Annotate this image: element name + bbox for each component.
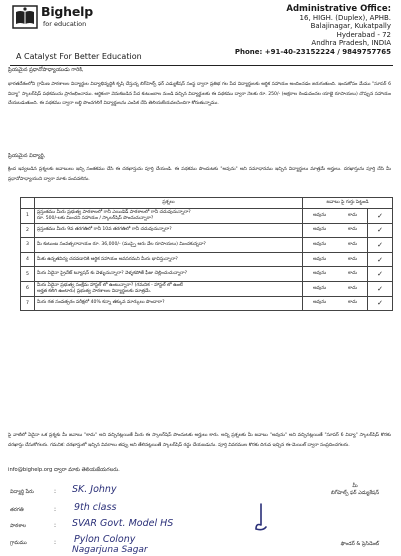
no-option[interactable]: కాదు xyxy=(348,271,357,277)
school-value[interactable]: SVAR Govt. Model HS xyxy=(72,518,174,529)
check-mark-icon: ✓ xyxy=(368,238,393,253)
question-cell xyxy=(35,267,303,282)
yes-option[interactable]: అవును xyxy=(313,285,327,291)
answer-options[interactable] xyxy=(303,267,368,282)
answer-options[interactable] xyxy=(303,223,368,238)
class-label: తరగతి xyxy=(10,507,24,513)
table-row xyxy=(21,281,393,296)
office-title: Administrative Office: xyxy=(286,4,391,14)
answer-options[interactable] xyxy=(303,252,368,267)
student-name-value[interactable]: SK. Johny xyxy=(72,484,117,495)
question-cell xyxy=(35,223,303,238)
student-salutation: ప్రియమైన విద్యార్థి, xyxy=(8,153,46,159)
question-number: 1 xyxy=(21,209,35,224)
question-number: 6 xyxy=(21,281,35,296)
question-text-cont: రూ. 500/-లకు మించని సహాయం / స్కాలర్‌షిప్ పొందుచున్నారా? xyxy=(37,215,154,221)
phone-numbers: Phone: +91-40-23152224 / 9849757765 xyxy=(234,47,391,56)
no-option[interactable]: కాదు xyxy=(348,241,357,247)
founder-title: ఫౌండర్ & ప్రెసిడెంట్ xyxy=(340,541,379,547)
no-option[interactable]: కాదు xyxy=(348,227,357,233)
tagline: A Catalyst For Better Education xyxy=(16,52,142,61)
check-mark-icon: ✓ xyxy=(368,267,393,282)
application-form-page: Bighelp for education A Catalyst For Better Education Administrative Office: 16, HIGH. (Duplex), APHB. Balajinagar, Kukatpally Hyderabad - 72 Andhra Pradesh, INDIA Phone: +91-40-23152224 / 9849757765 ప్రియమైన ప్రధానోపాధ్యాయుడు గారికి, భారతదేశంలోని గ్రామీణ పాఠశాలల విద్యార్థుల విద్యాభివృద్ధికి కృషి చేస్తున్న బిగ్‌హెల్ప్ ఫర్ ఎడ్యుకేషన్ సంస్థ ద్వారా ప్రతిభ గల పేద విద్యార్థులకు ఆర్థిక సహాయం అందించడం జరుగుతుంది. ఇందుకోసం మేము "సూపర్ 6 విద్యా" స్కాలర్‌షిప్ పథకమును ప్రారంభించాము. ఆర్థికంగా వెనుకబడిన పేద కుటుంబాల నుండి వచ్చిన విద్యార్థులకు ఈ పథకము ద్వారా నెలకు రూ. 250/- (అక్షరాల రెండువందల యాభై రూపాయలు) చొప్పున సహాయం చేయబడుతుంది. ఈ పథకము ద్వారా లబ్ధి పొందగలిగే విద్యార్థులను ఎంపిక చేసి తెలియజేయవలసిందిగా కోరుతున్నాము. ప్రియమైన విద్యార్థి, క్రింద ఇవ్వబడిన ప్రశ్నలకు జవాబులు ఇచ్చి సంతకము చేసి ఈ దరఖాస్తును పూర్తి చేయండి. ఈ పథకము పొందుటకు "అవును" అని సమాధానము ఇచ్చిన విద్యార్థులు మాత్రమే అర్హులు. దరఖాస్తును పూర్తి చేసి మీ ప్రధానోపాధ్యాయుని ద్వారా మాకు పంపవలెను. ప్రశ్నలు జవాబు పై గుర్తు పెట్టండి 1 ప్రస్తుతము మీరు ప్రభుత్వ పాఠశాలలో గానీ ఎయిడెడ్ పాఠశాలలో గానీ చదువుచున్నారా? రూ. 500/-లకు మించని సహాయం / స్కాలర్‌షిప్ పొందుచున్నారా? అవును కాదు ✓ 2 ప్రస్తుతము మీరు 9వ తరగతిలో గానీ 10వ తరగతిలో గానీ చదువుచున్నారా? అవును కాదు ✓ 3 మీ కుటుంబ సంవత్సరాదాయం రూ. 36,000/- (ముప్పై ఆరు వేల రూపాయలు) మించకున్నదా? అవును కాదు ✓ 4 మీకు ఉన్నతవిద్య చదవడానికి ఆర్థిక సహాయం అవసరమని మీరు భావిస్తున్నారా? అవును కాదు ✓ 5 మీరు ఏదైనా ప్రైవేట్ ట్యూషన్ కు వెళ్ళుచున్నారా? వెళ్ళకపోతే ఫీజు చెల్లించుచున్నారా? అవును కాదు ✓ 6 మీరు ఏదైనా ప్రభుత్వ సంక్షేమ హాస్టల్ లో ఉంటున్నారా? (గమనిక - హాస్టల్ లో ఉంటే అర్హత కలిగి ఉంటారు) ప్రభుత్వ పాఠశాలల విద్యార్థులకు మాత్రమే. అవును కాదు ✓ 7 మీరు గత సంవత్సరం పరీక్షలో 40% కన్నా తక్కువ మార్కులు పొందారా? అవును కాదు ✓ పై వాటిలో ఏదైనా ఒక ప్రశ్నకు మీ జవాబు "కాదు" అని వచ్చినట్లయితే మీరు ఈ స్కాలర్‌షిప్ పొందుటకు అర్హులు కారు. అన్ని ప్రశ్నలకు మీ జవాబు "అవును" అని వచ్చినట్లయితే "సూపర్ 6 విద్యా" స్కాలర్‌షిప్ కొరకు దరఖాస్తు చేసుకోగలరు. గమనిక: దరఖాస్తులో ఇచ్చిన వివరాలు తప్పు అని తేలినట్లయితే స్కాలర్‌షిప్ రద్దు చేయబడును. పూర్తి వివరముల కొరకు దిగువ ఇచ్చిన ఈ-మెయిల్ ద్వారా సంప్రదించగలరు. info@bighelp.org ద్వారా మాకు తెలియజేయగలరు. విద్యార్థి పేరు : SK. Johny తరగతి : 9th class పాఠశాల : SVAR Govt. Model HS గ్రామము : Pylon Colony Nagarjuna Sagar మీ బిగ్‌హెల్ప్ ఫర్ ఎడ్యుకేషన్ ఫౌండర్ & ప్రెసిడెంట్ xyxy=(8,4,391,555)
question-cell xyxy=(35,238,303,253)
question-text: ప్రస్తుతము మీరు ప్రభుత్వ పాఠశాలలో గానీ ఎయిడెడ్ పాఠశాలలో గానీ చదువుచున్నారా? xyxy=(37,209,191,215)
question-number: 3 xyxy=(21,238,35,253)
brand-subtitle: for education xyxy=(43,20,87,28)
answer-options[interactable] xyxy=(303,238,368,253)
yes-option[interactable]: అవును xyxy=(313,227,327,233)
question-text-cont: అర్హత కలిగి ఉంటారు) ప్రభుత్వ పాఠశాలల విద్యార్థులకు మాత్రమే. xyxy=(37,288,152,294)
question-cell xyxy=(35,281,303,296)
answer-options[interactable] xyxy=(303,209,368,224)
table-row xyxy=(21,296,393,311)
no-option[interactable]: కాదు xyxy=(348,256,357,262)
table-header-row xyxy=(21,198,393,209)
letterhead xyxy=(10,3,393,65)
village-value-line-1[interactable]: Pylon Colony xyxy=(74,534,136,545)
question-text: మీ కుటుంబ సంవత్సరాదాయం రూ. 36,000/- (ముప్పై ఆరు వేల రూపాయలు) మించకున్నదా? xyxy=(37,241,206,247)
yes-option[interactable]: అవును xyxy=(313,300,327,306)
signature-mark xyxy=(254,503,268,533)
sender-block xyxy=(331,483,379,497)
sender-org: బిగ్‌హెల్ప్ ఫర్ ఎడ్యుకేషన్ xyxy=(330,490,379,496)
village-label: గ్రామము xyxy=(10,540,27,546)
answer-options[interactable] xyxy=(303,281,368,296)
question-number: 2 xyxy=(21,223,35,238)
question-cell xyxy=(35,252,303,267)
student-name-label: విద్యార్థి పేరు xyxy=(10,489,34,495)
table-row xyxy=(21,238,393,253)
no-option[interactable]: కాదు xyxy=(348,300,357,306)
question-text: మీరు గత సంవత్సరం పరీక్షలో 40% కన్నా తక్కువ మార్కులు పొందారా? xyxy=(37,300,165,306)
question-cell xyxy=(35,209,303,224)
no-option[interactable]: కాదు xyxy=(348,285,357,291)
contact-email: info@bighelp.org ద్వారా మాకు తెలియజేయగలరు. xyxy=(8,467,120,473)
answer-options[interactable] xyxy=(303,296,368,311)
header-questions: ప్రశ్నలు xyxy=(35,198,303,209)
school-label: పాఠశాల xyxy=(10,523,27,529)
closing-paragraph: పై వాటిలో ఏదైనా ఒక ప్రశ్నకు మీ జవాబు "కాదు" అని వచ్చినట్లయితే మీరు ఈ స్కాలర్‌షిప్ పొందుటకు అర్హులు కారు. అన్ని ప్రశ్నలకు మీ జవాబు "అవును" అని వచ్చినట్లయితే "సూపర్ 6 విద్యా" స్కాలర్‌షిప్ కొరకు దరఖాస్తు చేసుకోగలరు. గమనిక: దరఖాస్తులో ఇచ్చిన వివరాలు తప్పు అని తేలినట్లయితే స్కాలర్‌షిప్ రద్దు చేయబడును. పూర్తి వివరముల కొరకు దిగువ ఇచ్చిన ఈ-మెయిల్ ద్వారా సంప్రదించగలరు. xyxy=(8,433,391,448)
question-text: మీరు ఏదైనా ప్రైవేట్ ట్యూషన్ కు వెళ్ళుచున్నారా? వెళ్ళకపోతే ఫీజు చెల్లించుచున్నారా? xyxy=(37,271,188,277)
sender-yours: మీ xyxy=(352,483,358,489)
address-line-4: Andhra Pradesh, INDIA xyxy=(311,39,391,48)
brand-name: Bighelp xyxy=(41,4,93,19)
instruction-paragraph: క్రింద ఇవ్వబడిన ప్రశ్నలకు జవాబులు ఇచ్చి సంతకము చేసి ఈ దరఖాస్తును పూర్తి చేయండి. ఈ పథకము పొందుటకు "అవును" అని సమాధానము ఇచ్చిన విద్యార్థులు మాత్రమే అర్హులు. దరఖాస్తును పూర్తి చేసి మీ ప్రధానోపాధ్యాయుని ద్వారా మాకు పంపవలెను. xyxy=(8,167,391,182)
question-cell xyxy=(35,296,303,311)
yes-option[interactable]: అవును xyxy=(313,271,327,277)
address-line-3: Hyderabad - 72 xyxy=(336,30,391,39)
village-value-line-2[interactable]: Nagarjuna Sagar xyxy=(72,545,148,555)
question-text: మీరు ఏదైనా ప్రభుత్వ సంక్షేమ హాస్టల్ లో ఉంటున్నారా? (గమనిక - హాస్టల్ లో ఉంటే xyxy=(37,282,183,288)
intro-paragraph: భారతదేశంలోని గ్రామీణ పాఠశాలల విద్యార్థుల విద్యాభివృద్ధికి కృషి చేస్తున్న బిగ్‌హెల్ప్ ఫర్ ఎడ్యుకేషన్ సంస్థ ద్వారా ప్రతిభ గల పేద విద్యార్థులకు ఆర్థిక సహాయం అందించడం జరుగుతుంది. ఇందుకోసం మేము "సూపర్ 6 విద్యా" స్కాలర్‌షిప్ పథకమును ప్రారంభించాము. ఆర్థికంగా వెనుకబడిన పేద కుటుంబాల నుండి వచ్చిన విద్యార్థులకు ఈ పథకము ద్వారా నెలకు రూ. 250/- (అక్షరాల రెండువందల యాభై రూపాయలు) చొప్పున సహాయం చేయబడుతుంది. ఈ పథకము ద్వారా లబ్ధి పొందగలిగే విద్యార్థులను ఎంపిక చేసి తెలియజేయవలసిందిగా కోరుతున్నాము. xyxy=(8,82,391,107)
table-row xyxy=(21,252,393,267)
check-mark-icon: ✓ xyxy=(368,252,393,267)
book-logo-icon xyxy=(12,5,38,29)
check-mark-icon: ✓ xyxy=(368,281,393,296)
check-mark-icon: ✓ xyxy=(368,223,393,238)
table-row xyxy=(21,223,393,238)
address-line-2: Balajinagar, Kukatpally xyxy=(310,22,391,31)
question-text: మీకు ఉన్నతవిద్య చదవడానికి ఆర్థిక సహాయం అవసరమని మీరు భావిస్తున్నారా? xyxy=(37,256,178,262)
question-number: 7 xyxy=(21,296,35,311)
question-text: ప్రస్తుతము మీరు 9వ తరగతిలో గానీ 10వ తరగతిలో గానీ చదువుచున్నారా? xyxy=(37,227,172,233)
class-value[interactable]: 9th class xyxy=(74,502,117,513)
check-mark-icon: ✓ xyxy=(368,209,393,224)
table-row xyxy=(21,209,393,224)
office-address xyxy=(235,4,391,56)
yes-option[interactable]: అవును xyxy=(313,241,327,247)
yes-option[interactable]: అవును xyxy=(313,212,327,218)
question-number: 5 xyxy=(21,267,35,282)
table-row xyxy=(21,267,393,282)
yes-option[interactable]: అవును xyxy=(313,256,327,262)
salutation: ప్రియమైన ప్రధానోపాధ్యాయుడు గారికి, xyxy=(8,67,84,73)
address-line-1: 16, HIGH. (Duplex), APHB. xyxy=(299,14,391,22)
eligibility-table xyxy=(20,197,393,311)
check-mark-icon: ✓ xyxy=(368,296,393,311)
header-answer: జవాబు పై గుర్తు పెట్టండి xyxy=(303,198,393,209)
no-option[interactable]: కాదు xyxy=(348,212,357,218)
question-number: 4 xyxy=(21,252,35,267)
